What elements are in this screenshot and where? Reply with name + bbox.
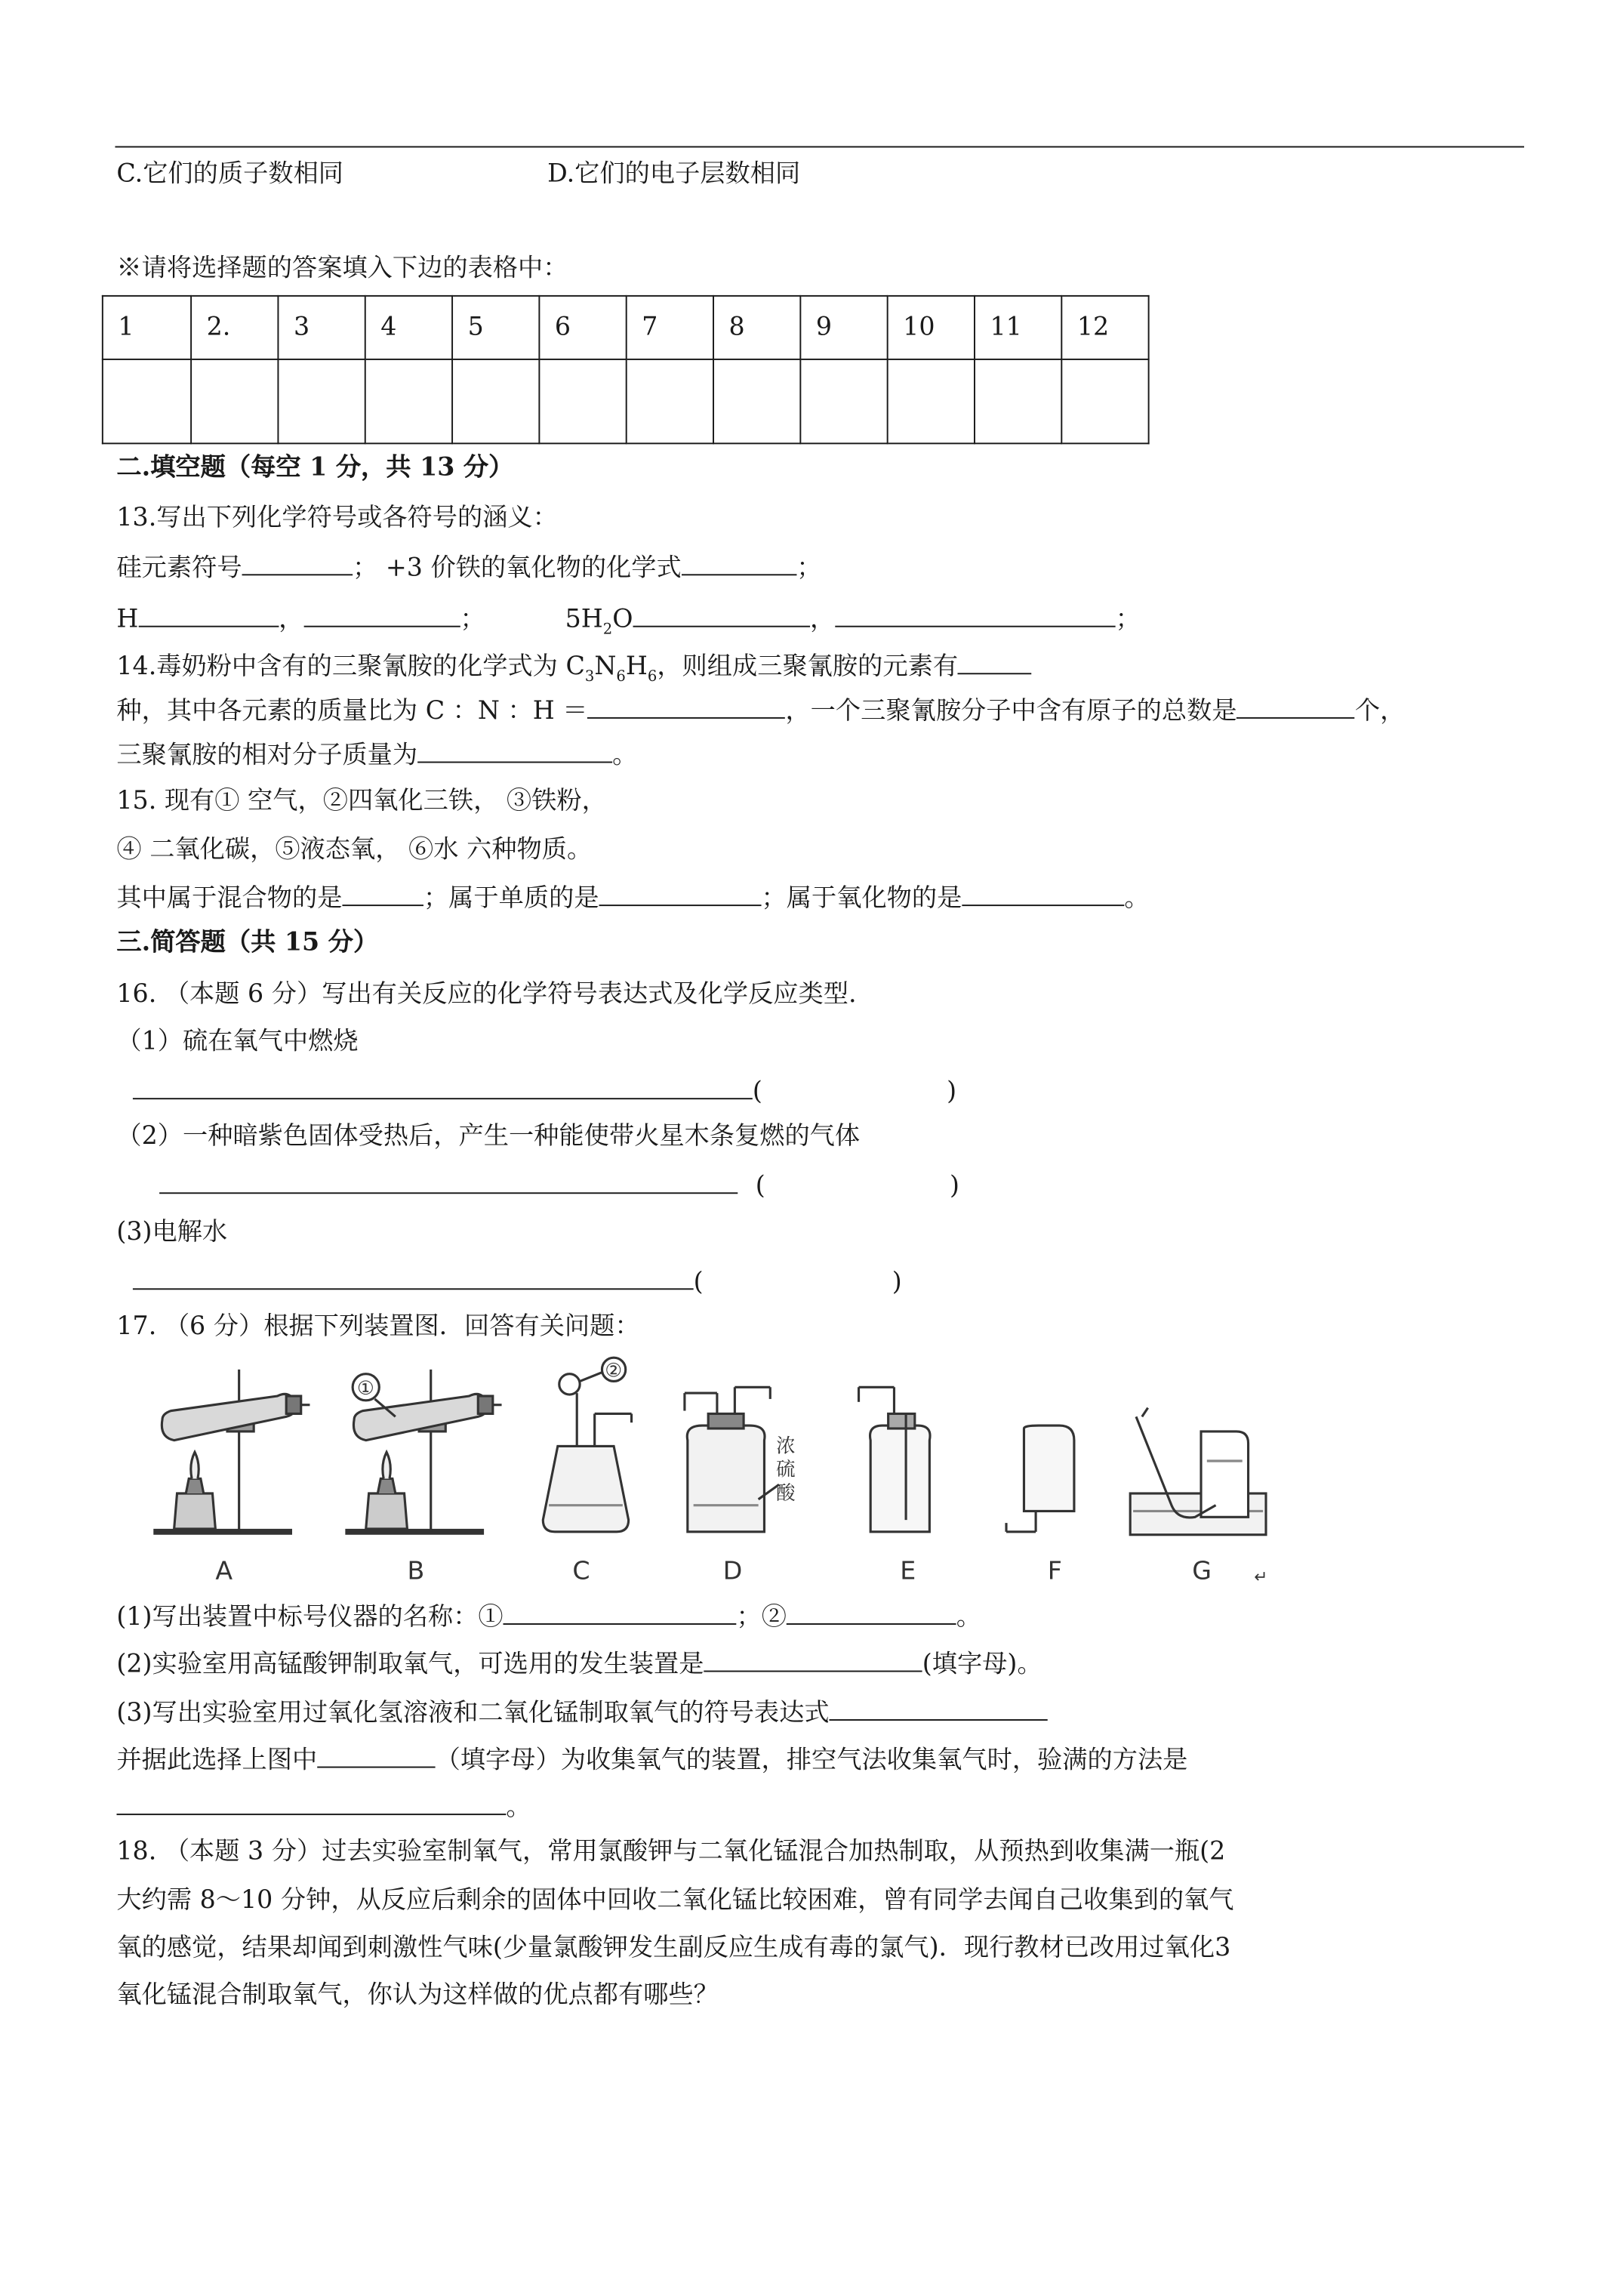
q13-iron-oxide-blank[interactable] [682,550,796,575]
q14-line3-end: 。 [612,741,638,771]
figure-label-c: C [572,1555,590,1586]
q13-5h2o-blank-1[interactable] [633,602,810,627]
marker-2: ② [605,1358,623,1382]
q14-line2 [116,694,1405,726]
q14-line1 [116,649,1031,692]
answer-table-header-cell: 8 [713,296,800,359]
apparatus-d [685,1387,779,1532]
q15-line2: ④ 二氧化碳，⑤液态氧， ⑥水 六种物质。 [116,835,593,865]
answer-cell[interactable] [975,359,1061,443]
q17-sub3-label: (3)写出实验室用过氧化氢溶液和二氧化锰制取氧气的符号表达式 [116,1698,830,1728]
answer-table-header-cell: 10 [888,296,975,359]
answer-table-header-cell: 2. [191,296,278,359]
q13-silicon-label: 硅元素符号 [116,553,242,584]
q16-equation-blank-1[interactable] [133,1074,753,1099]
answer-table-header-cell: 9 [800,296,887,359]
q14-formula-sub: 6 [616,669,626,686]
q15-oxide-label: ；属于氧化物的是 [761,883,962,914]
apparatus-c [543,1358,631,1532]
q14-molar-mass-label: 三聚氰胺的相对分子质量为 [116,741,418,771]
answer-cell[interactable] [365,359,452,443]
q14-line3 [116,738,637,770]
apparatus-g [1130,1408,1266,1535]
q14-mass-ratio-label: 种，其中各元素的质量比为 C ：N ：H ＝ [116,696,588,726]
q18-line4: 氧化锰混合制取氧气，你认为这样做的优点都有哪些？ [116,1980,719,2011]
q16-stem: 16. （本题 6 分）写出有关反应的化学符号表达式及化学反应类型. [116,979,857,1009]
answer-cell[interactable] [1061,359,1148,443]
q13-semicolon: ； [460,605,485,635]
answer-cell[interactable] [800,359,887,443]
q16-answer-row-1 [133,1074,956,1107]
figure-label-f: F [1047,1555,1062,1586]
q17-sub3-end: 。 [506,1792,531,1823]
apparatus-figure-svg [145,1358,1266,1594]
q14-mass-ratio-blank[interactable] [588,694,786,719]
q17-sub3-line2 [116,1743,1187,1775]
q13-h-blank-1[interactable] [138,602,279,627]
q16-paren-close: ) [892,1267,902,1298]
q16-equation-blank-2[interactable] [159,1169,738,1194]
q14-formula-sub: 6 [647,669,658,686]
q14-formula-sub: 3 [584,669,595,686]
answer-table-header-cell: 12 [1061,296,1148,359]
q17-stem: 17. （6 分）根据下列装置图．回答有关问题： [116,1311,640,1342]
q18-line3: 氧的感觉，结果却闻到刺激性气味(少量氯酸钾发生副反应生成有毒的氯气)．现行教材已改用过氧化3 [116,1933,1231,1963]
apparatus-f [1006,1425,1074,1532]
q14-atom-count-blank[interactable] [1237,694,1355,719]
q17-sub2-end: (填字母)。 [922,1650,1042,1680]
q17-sub3 [116,1696,1048,1728]
apparatus-a [153,1370,310,1532]
q15-mixture-label: 其中属于混合物的是 [116,883,343,914]
q13-comma-2: ， [809,605,836,635]
q16-sub3: (3)电解水 [116,1217,228,1247]
q16-paren-open: ( [755,1171,765,1201]
figure-label-e: E [900,1555,916,1586]
q14-unit: 个， [1354,696,1406,726]
apparatus-letters [215,1555,1267,1586]
apparatus-figure [145,1358,1266,1594]
q18-line1: 18. （本题 3 分）过去实验室制氧气，常用氯酸钾与二氧化锰混合加热制取，从预热到收集满一瓶(2 [116,1837,1226,1867]
acid-label-char: 硫 [776,1457,796,1481]
apparatus-e [859,1387,930,1532]
q16-paren-open: ( [752,1077,762,1107]
q13-5h2o [565,602,1141,645]
q16-paren-close: ) [947,1077,957,1107]
q14-elements-blank[interactable] [958,649,1032,674]
q16-answer-row-3 [133,1265,902,1297]
section-2-title: 二.填空题（每空 1 分，共 13 分） [116,453,514,483]
answer-table-header-cell: 7 [627,296,713,359]
q17-sub1-label: (1)写出装置中标号仪器的名称：① [116,1602,504,1632]
answer-table-answer-row [103,359,1149,443]
q16-paren-open: ( [693,1267,704,1298]
answer-table-header-cell: 1 [103,296,191,359]
answer-cell[interactable] [539,359,626,443]
q13-h-symbol: H [116,605,139,635]
q17-sub1 [116,1600,981,1632]
q14-intro: 14.毒奶粉中含有的三聚氰胺的化学式为 C [116,652,585,682]
option-d: D.它们的电子层数相同 [547,159,801,190]
q16-sub1: （1）硫在氧气中燃烧 [116,1027,359,1057]
q18-line2: 大约需 8～10 分钟，从反应后剩余的固体中回收二氧化锰比较困难，曾有同学去闻自己收集到的氧气 [116,1885,1234,1915]
q17-test-label: （填字母）为收集氧气的装置，排空气法收集氧气时，验满的方法是 [435,1746,1188,1776]
answer-cell[interactable] [278,359,365,443]
q15-oxide-blank[interactable] [962,881,1124,906]
answer-table-header-cell: 5 [452,296,539,359]
q15-line3-end: 。 [1124,883,1150,914]
q17-equation-blank[interactable] [830,1696,1048,1721]
q17-sub2 [116,1647,1042,1679]
answer-cell[interactable] [452,359,539,443]
answer-table [102,295,1150,444]
answer-cell[interactable] [713,359,800,443]
return-mark: ↵ [1254,1567,1268,1587]
figure-label-g: G [1192,1555,1212,1586]
q13-h-blank-2[interactable] [303,602,460,627]
answer-cell[interactable] [627,359,713,443]
q13-line2-end: ； [1115,605,1141,635]
q17-sub1-end: 。 [956,1602,981,1632]
q16-sub2: （2）一种暗紫色固体受热后，产生一种能使带火星木条复燃的气体 [116,1121,861,1151]
q17-sub1-mid: ；② [736,1602,787,1632]
q16-answer-row-2 [159,1169,959,1201]
q17-sub3-line3 [116,1790,531,1823]
q14-formula-h: H [625,652,648,682]
answer-table-header-cell: 6 [539,296,626,359]
q13-line1-end: ； [796,553,822,584]
answer-table-header-row [103,296,1149,359]
q13-iron-oxide-label: ； +3 价铁的氧化物的化学式 [353,553,682,584]
top-rule [115,146,1524,147]
q13-5h2o-sub: 2 [602,621,613,639]
answer-cell[interactable] [191,359,278,443]
q15-mixture-blank[interactable] [342,881,423,906]
answer-cell[interactable] [888,359,975,443]
answer-table-header-cell: 11 [975,296,1061,359]
figure-label-a: A [215,1555,233,1586]
answer-table-header-cell: 3 [278,296,365,359]
answer-table-header-cell: 4 [365,296,452,359]
q17-collector-blank[interactable] [317,1743,435,1767]
q17-instrument-2-blank[interactable] [787,1600,956,1625]
acid-label-char: 浓 [776,1434,796,1457]
q15-element-blank[interactable] [599,881,762,906]
q15-element-label: ；属于单质的是 [423,883,599,914]
q13-comma: ， [279,605,304,635]
q13-silicon-blank[interactable] [242,550,353,575]
section-3-title: 三.简答题（共 15 分） [116,928,379,958]
option-c: C.它们的质子数相同 [116,159,344,190]
figure-label-b: B [407,1555,425,1586]
q17-test-blank[interactable] [116,1790,506,1815]
acid-label-char: 酸 [776,1481,796,1504]
q15-line1: 15. 现有① 空气，②四氧化三铁， ③铁粉， [116,786,607,816]
q14-molar-mass-blank[interactable] [417,738,612,763]
q17-instrument-1-blank[interactable] [504,1600,737,1625]
q17-generator-blank[interactable] [704,1647,922,1672]
figure-label-d: D [722,1555,743,1586]
q14-elements-label: ，则组成三聚氰胺的元素有 [657,652,959,682]
q14-atom-count-label: ，一个三聚氰胺分子中含有原子的总数是 [785,696,1237,726]
q16-paren-close: ) [950,1171,960,1201]
q13-5h2o-blank-2[interactable] [835,602,1115,627]
q13-5h2o-text: 5H [565,605,603,635]
q13-line1 [116,550,821,583]
answer-table-instruction: ※请将选择题的答案填入下边的表格中： [116,254,568,284]
q14-formula-n: N [594,652,617,682]
q15-line3 [116,881,1149,914]
q13-line2 [116,602,485,634]
q13-stem: 13.写出下列化学符号或各符号的涵义： [116,503,558,533]
marker-1: ① [356,1376,374,1400]
q13-5h2o-o: O [612,605,633,635]
q17-sub2-label: (2)实验室用高锰酸钾制取氧气，可选用的发生装置是 [116,1650,704,1680]
q17-collector-label: 并据此选择上图中 [116,1746,318,1776]
answer-cell[interactable] [103,359,191,443]
q16-equation-blank-3[interactable] [133,1265,694,1290]
